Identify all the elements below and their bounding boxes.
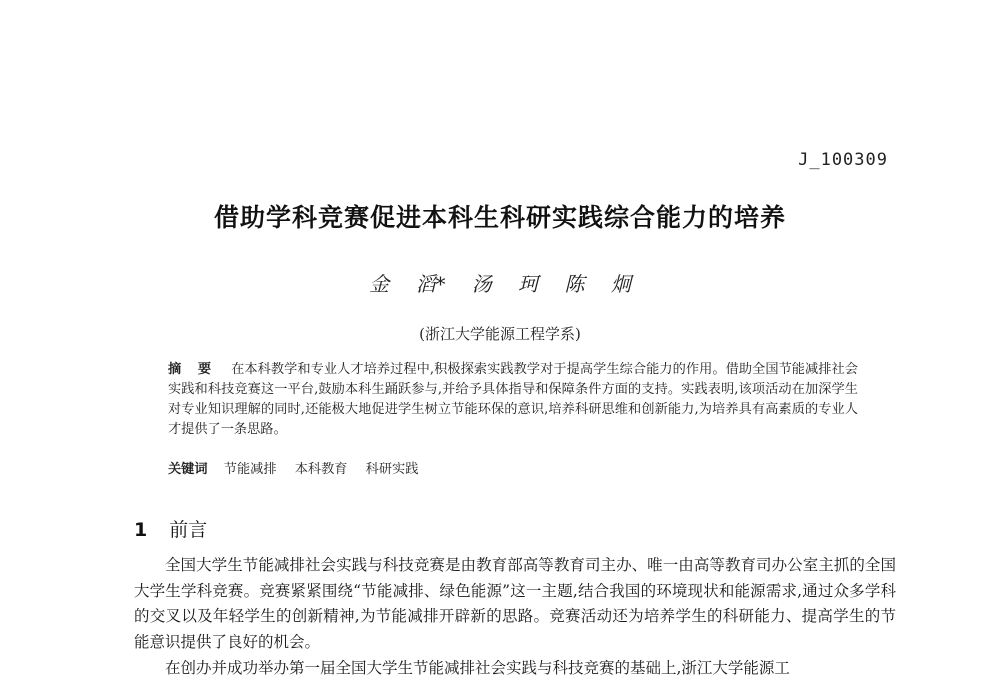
document-id: J_100309	[798, 150, 888, 170]
keyword-item: 科研实践	[365, 462, 419, 477]
section-title: 前言	[169, 519, 208, 541]
keywords	[168, 458, 858, 477]
keywords-label: 关键词	[168, 462, 208, 477]
abstract-text: 在本科教学和专业人才培养过程中,积极探索实践教学对于提高学生综合能力的作用。借助全国节能减排社会实践和科技竞赛这一平台,鼓励本科生踊跃参与,并给予具体指导和保障条件方面的支持。实践表明,该项活动在加深学生对专业知识理解的同时,还能极大地促进学生树立节能环保的意识,培养科研思维和创新能力,为培养具有高素质的专业人才提供了一条思路。	[168, 362, 858, 437]
keyword-item: 本科教育	[294, 462, 348, 477]
section-heading	[134, 515, 207, 542]
body-paragraph: 全国大学生节能减排社会实践与科技竞赛是由教育部高等教育司主办、唯一由高等教育司办公室主抓的全国大学生学科竞赛。竞赛紧紧围绕“节能减排、绿色能源”这一主题,结合我国的环境现状和能源需求,通过众多学科的交叉以及年轻学生的创新精神,为节能减排开辟新的思路。竞赛活动还为培养学生的科研能力、提高学生的节能意识提供了良好的机会。	[134, 556, 896, 651]
author-list: 金 滔* 汤 珂 陈 炯	[369, 272, 631, 296]
abstract-label: 摘 要	[168, 362, 218, 377]
paper-title: 借助学科竞赛促进本科生科研实践综合能力的培养	[213, 203, 786, 232]
body-paragraph: 在创办并成功举办第一届全国大学生节能减排社会实践与科技竞赛的基础上,浙江大学能源工	[165, 659, 790, 677]
abstract	[168, 360, 858, 440]
keyword-item: 节能减排	[223, 462, 277, 477]
section-number: 1	[134, 519, 148, 541]
affiliation: (浙江大学能源工程学系)	[419, 325, 581, 343]
